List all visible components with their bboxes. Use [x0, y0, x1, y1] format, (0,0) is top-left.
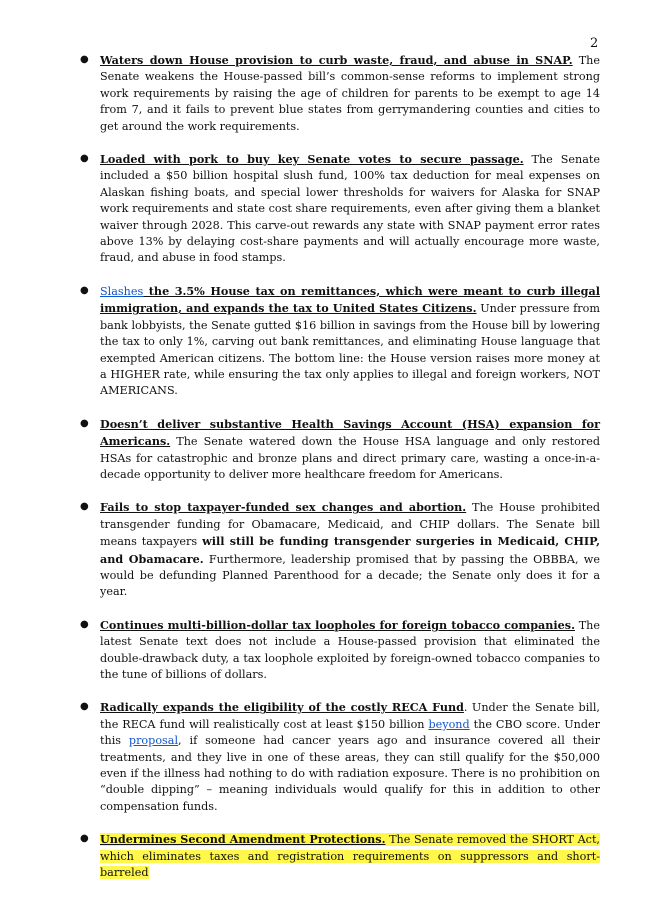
bullet-icon: ●	[80, 833, 89, 845]
item-heading: Loaded with pork to buy key Senate votes to secure passage.	[100, 152, 524, 167]
beyond-link[interactable]: beyond	[428, 717, 470, 731]
item-body: The Senate watered down the House HSA language and only restored HSAs for catastrophic and bronze plans and direct primary care, wasting a once-in-a-decade opportunity to deliver more healthcare freedom for Americans.	[100, 435, 600, 481]
list-item	[80, 52, 600, 135]
item-heading: Undermines Second Amendment Protections.	[100, 832, 386, 847]
slashes-link[interactable]: Slashes	[100, 284, 144, 298]
list-item	[80, 617, 600, 684]
item-body: Under the Senate bill, the RECA fund will realistically cost at least $150 billion	[100, 701, 600, 731]
list-item	[80, 416, 600, 484]
bullet-icon: ●	[80, 701, 89, 713]
item-body: Under pressure from bank lobbyists, the Senate gutted $16 billion in savings from the House bill by lowering the tax to only 1%, carving out bank remittances, and eliminating House language that exempted American citizens. The bottom line: the House version raises more money at a HIGHER rate, while ensuring the tax only applies to illegal and foreign workers, NOT AMERICANS.	[100, 302, 600, 398]
list-item	[80, 151, 600, 267]
bullet-icon: ●	[80, 284, 89, 296]
bullet-icon: ●	[80, 54, 89, 65]
item-body-end: , if someone had cancer years ago and insurance covered all their treatments, and they live in one of these areas, they can still qualify for the $50,000 even if the illness had nothing to do with radiation exposure. There is no prohibition on “double dipping” – meaning individuals would qualify for this in addition to other compensation funds.	[100, 734, 600, 813]
item-heading: Waters down House provision to curb waste, fraud, and abuse in SNAP.	[100, 53, 573, 67]
item-heading: the 3.5% House tax on remittances, which were meant to curb illegal immigration, and expands the tax to United States Citizens.	[100, 283, 600, 316]
highlighted-text	[100, 833, 600, 879]
item-bold-text: will still be funding transgender surgeries in Medicaid, CHIP, and Obamacare.	[100, 534, 601, 566]
item-body: The latest Senate text does not include a House-passed provision that eliminated the double-drawback duty, a tax loophole exploited by foreign-owned tobacco companies to the tune of billions of dollars.	[100, 618, 600, 681]
item-body: The Senate weakens the House-passed bill’s common-sense reforms to implement strong work requirements by raising the age of children for parents to be exempt to age 14 from 7, and it fails to prevent blue states from gerrymandering counties and cities to get around the work requirements.	[100, 54, 600, 133]
bullet-icon: ●	[80, 153, 89, 165]
item-heading: Radically expands the eligibility of the costly RECA Fund	[100, 700, 464, 715]
item-body-continued: the CBO score. Under this	[100, 717, 600, 748]
list-item	[80, 499, 600, 600]
item-heading: Fails to stop taxpayer-funded sex changes and abortion.	[100, 500, 467, 515]
list-item	[80, 283, 600, 400]
list-item	[80, 831, 600, 881]
item-body: The Senate removed the SHORT Act, which eliminates taxes and registration requirements on suppressors and short-barreled	[100, 833, 600, 880]
proposal-link[interactable]: proposal	[128, 734, 179, 748]
item-body: The Senate included a $50 billion hospital slush fund, 100% tax deduction for meal expenses on Alaskan fishing boats, and special lower thresholds for waivers for Alaska for SNAP work requirements and state cost share requirements, even after giving them a blanket waiver through 2028. This carve-out rewards any state with SNAP payment error rates above 13% by delaying cost-share payments and will actually encourage more waste, fraud, and abuse in food stamps.	[100, 153, 600, 265]
item-body: The House prohibited transgender funding for Obamacare, Medicaid, and CHIP dollars. The Senate bill means taxpayers	[100, 501, 601, 549]
bullet-icon: ●	[80, 501, 89, 513]
item-body-continued: Furthermore, leadership promised that by passing the OBBBA, we would be defunding Planned Parenthood for a decade; the Senate only does it for a year.	[100, 552, 600, 599]
bullet-list	[80, 52, 600, 897]
page-number: 2	[590, 36, 599, 51]
list-item	[80, 699, 600, 815]
bullet-icon: ●	[80, 417, 89, 429]
item-heading: Continues multi-billion-dollar tax loopholes for foreign tobacco companies.	[100, 617, 575, 632]
bullet-icon: ●	[80, 618, 89, 630]
item-heading-end: .	[463, 701, 468, 715]
item-heading: Doesn’t deliver substantive Health Savings Account (HSA) expansion for Americans.	[100, 416, 600, 449]
